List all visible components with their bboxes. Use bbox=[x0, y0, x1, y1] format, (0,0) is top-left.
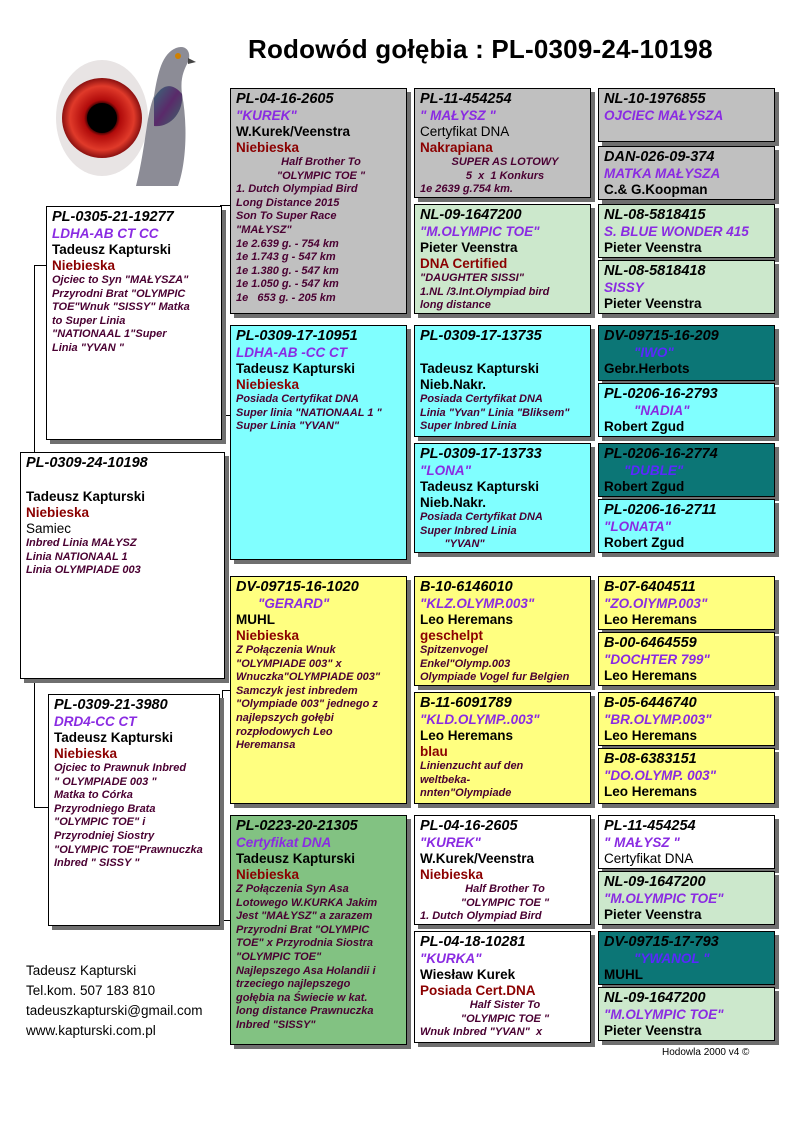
g4-box-2 bbox=[598, 146, 775, 200]
mfm-owner: Leo Heremans bbox=[420, 728, 514, 743]
g4-owner-2: C.& G.Koopman bbox=[604, 182, 708, 197]
g4-box-5 bbox=[598, 325, 775, 381]
g4-owner-14: Pieter Veenstra bbox=[604, 907, 702, 922]
mfm-description: Linienzucht auf den weltbeka- nnten"Olympiade bbox=[420, 760, 524, 800]
mmm-description-center: Half Sister To "OLYMPIC TOE " bbox=[460, 999, 550, 1025]
ff-nick: "KUREK" bbox=[236, 108, 297, 123]
mmf-color: Niebieska bbox=[420, 867, 484, 882]
g4-owner-12: Leo Heremans bbox=[604, 784, 698, 799]
g4-owner-11: Leo Heremans bbox=[604, 728, 698, 743]
g4-ring-8: PL-0206-16-2711 bbox=[604, 502, 717, 518]
g4-box-8 bbox=[598, 499, 775, 553]
mmf-ring: PL-04-16-2605 bbox=[420, 818, 518, 834]
fm-description: Posiada Certyfikat DNA Super linia "NATIONAAL 1 " Super Linia "YVAN" bbox=[236, 393, 382, 433]
mmm-description: Wnuk Inbred "YVAN" x bbox=[420, 1026, 543, 1039]
g4-nick-10: "DOCHTER 799" bbox=[604, 652, 710, 667]
ffm-nick: "M.OLYMPIC TOE" bbox=[420, 224, 540, 239]
ffm-ring: NL-09-1647200 bbox=[420, 207, 522, 223]
g4-box-6 bbox=[598, 383, 775, 437]
fmf-owner: Tadeusz Kapturski bbox=[420, 361, 540, 376]
ffm-color: DNA Certified bbox=[420, 256, 508, 271]
bird-box bbox=[20, 452, 225, 679]
mff-owner: Leo Heremans bbox=[420, 612, 514, 627]
father-nick: LDHA-AB CT CC bbox=[52, 226, 159, 241]
fmf-box bbox=[414, 325, 591, 437]
page-title: Rodowód gołębia : PL-0309-24-10198 bbox=[248, 34, 713, 64]
g4-nick-2: MATKA MAŁYSZA bbox=[604, 166, 721, 181]
mf-ring: DV-09715-16-1020 bbox=[236, 579, 359, 595]
g4-ring-16: NL-09-1647200 bbox=[604, 990, 706, 1006]
mmm-ring: PL-04-18-10281 bbox=[420, 934, 526, 950]
mf-description: Z Połączenia Wnuk "OLYMPIADE 003" x Wnuczka"OLYMPIADE 003" Samczyk jest inbredem "Olympiade 003" jednego z najlepszych gołębi rozpłodowych Leo Heremansa bbox=[236, 644, 381, 752]
mm-ring: PL-0223-20-21305 bbox=[236, 818, 358, 834]
fmf-color: Nieb.Nakr. bbox=[420, 377, 487, 392]
fmm-color: Nieb.Nakr. bbox=[420, 495, 487, 510]
mother-box bbox=[48, 694, 220, 926]
g4-nick-3: S. BLUE WONDER 415 bbox=[604, 224, 749, 239]
g4-owner-10: Leo Heremans bbox=[604, 668, 698, 683]
fff-ring: PL-11-454254 bbox=[420, 91, 512, 107]
fmm-box bbox=[414, 443, 591, 553]
g4-ring-6: PL-0206-16-2793 bbox=[604, 386, 718, 402]
contact-email[interactable]: tadeuszkapturski@gmail.com bbox=[26, 1003, 203, 1018]
mm-description: Z Połączenia Syn Asa Lotowego W.KURKA Jakim Jest "MAŁYSZ" a zarazem Przyrodni Brat "OLYMPIC TOE" x Przyrodnia Siostra "OLYMPIC TOE" Najlepszego Asa Holandii i trzeciego najlepszego gołębia na Świecie w kat. long distance Prawnuczka Inbred "SISSY" bbox=[236, 883, 378, 1031]
contact-phone: Tel.kom. 507 183 810 bbox=[26, 983, 156, 998]
g4-ring-1: NL-10-1976855 bbox=[604, 91, 706, 107]
contact-website[interactable]: www.kapturski.com.pl bbox=[26, 1023, 156, 1038]
mmf-box bbox=[414, 815, 591, 925]
mff-box bbox=[414, 576, 591, 686]
g4-owner-9: Leo Heremans bbox=[604, 612, 698, 627]
g4-nick-6: "NADIA" bbox=[634, 403, 690, 418]
mff-color: geschelpt bbox=[420, 628, 484, 643]
fm-nick: LDHA-AB -CC CT bbox=[236, 345, 347, 360]
mother-nick: DRD4-CC CT bbox=[54, 714, 137, 729]
bird-ring: PL-0309-24-10198 bbox=[26, 455, 148, 471]
ff-description-center: Half Brother To "OLYMPIC TOE " bbox=[276, 156, 366, 182]
father-description: Ojciec to Syn "MAŁYSZA" Przyrodni Brat "OLYMPIC TOE"Wnuk "SISSY" Matka to Super Linia "NATIONAAL 1"Super Linia "YVAN " bbox=[52, 274, 190, 354]
bird-owner: Tadeusz Kapturski bbox=[26, 489, 146, 504]
ffm-owner: Pieter Veenstra bbox=[420, 240, 518, 255]
mm-owner: Tadeusz Kapturski bbox=[236, 851, 356, 866]
fm-box bbox=[230, 325, 407, 560]
g4-owner-13: Certyfikat DNA bbox=[604, 851, 694, 866]
g4-nick-13: " MAŁYSZ " bbox=[604, 835, 680, 850]
g4-owner-4: Pieter Veenstra bbox=[604, 296, 702, 311]
mf-box bbox=[230, 576, 407, 804]
mm-box bbox=[230, 815, 407, 1045]
g4-owner-15: MUHL bbox=[604, 967, 643, 982]
mmf-owner: W.Kurek/Veenstra bbox=[420, 851, 535, 866]
contact-name: Tadeusz Kapturski bbox=[26, 963, 137, 978]
fmm-description: Posiada Certyfikat DNA Super Inbred Linia "YVAN" bbox=[420, 511, 543, 551]
father-box bbox=[46, 206, 222, 440]
ff-description: 1. Dutch Olympiad Bird Long Distance 2015 Son To Super Race "MAŁYSZ" 1e 2.639 g. - 754 km 1e 1.743 g - 547 km 1e 1.380 g. - 547 km 1e 1.050 g. - 547 km 1e 653 g. - 205 km bbox=[236, 183, 358, 304]
ff-color: Niebieska bbox=[236, 140, 300, 155]
mmf-description: 1. Dutch Olympiad Bird bbox=[420, 910, 542, 923]
g4-owner-16: Pieter Veenstra bbox=[604, 1023, 702, 1038]
g4-ring-4: NL-08-5818418 bbox=[604, 263, 706, 279]
g4-ring-13: PL-11-454254 bbox=[604, 818, 696, 834]
mm-color: Niebieska bbox=[236, 867, 300, 882]
mf-owner: MUHL bbox=[236, 612, 275, 627]
fff-owner: Certyfikat DNA bbox=[420, 124, 510, 139]
g4-box-7 bbox=[598, 443, 775, 497]
ff-owner: W.Kurek/Veenstra bbox=[236, 124, 351, 139]
g4-nick-11: "BR.OLYMP.003" bbox=[604, 712, 712, 727]
mmm-box bbox=[414, 931, 591, 1043]
g4-owner-6: Robert Zgud bbox=[604, 419, 685, 434]
father-color: Niebieska bbox=[52, 258, 116, 273]
fff-extra: 1e 2639 g.754 km. bbox=[420, 183, 513, 196]
g4-box-14 bbox=[598, 871, 775, 925]
pigeon-eye-logo-icon bbox=[50, 36, 196, 188]
g4-box-4 bbox=[598, 260, 775, 314]
g4-nick-14: "M.OLYMPIC TOE" bbox=[604, 891, 724, 906]
fff-description: SUPER AS LOTOWY 5 x 1 Konkurs bbox=[451, 156, 559, 182]
mfm-color: blau bbox=[420, 744, 448, 759]
fmm-nick: "LONA" bbox=[420, 463, 472, 478]
fmm-ring: PL-0309-17-13733 bbox=[420, 446, 542, 462]
g4-nick-15: "YWANOL " bbox=[634, 951, 710, 966]
mmf-description-center: Half Brother To "OLYMPIC TOE " bbox=[460, 883, 550, 909]
fm-color: Niebieska bbox=[236, 377, 300, 392]
father-ring: PL-0305-21-19277 bbox=[52, 209, 174, 225]
g4-owner-7: Robert Zgud bbox=[604, 479, 685, 494]
ffm-description: "DAUGHTER SISSI" 1.NL /3.Int.Olympiad bird long distance bbox=[420, 272, 550, 312]
fm-ring: PL-0309-17-10951 bbox=[236, 328, 358, 344]
ff-ring: PL-04-16-2605 bbox=[236, 91, 334, 107]
g4-box-1 bbox=[598, 88, 775, 142]
g4-nick-12: "DO.OLYMP. 003" bbox=[604, 768, 717, 783]
mother-owner: Tadeusz Kapturski bbox=[54, 730, 174, 745]
fff-color: Nakrapiana bbox=[420, 140, 493, 155]
g4-ring-3: NL-08-5818415 bbox=[604, 207, 706, 223]
bird-color: Niebieska bbox=[26, 505, 90, 520]
g4-ring-12: B-08-6383151 bbox=[604, 751, 697, 767]
g4-ring-10: B-00-6464559 bbox=[604, 635, 697, 651]
g4-nick-7: "DUBLE" bbox=[624, 463, 684, 478]
g4-nick-8: "LONATA" bbox=[604, 519, 672, 534]
fmf-ring: PL-0309-17-13735 bbox=[420, 328, 542, 344]
contact-block bbox=[26, 961, 203, 1041]
g4-ring-15: DV-09715-17-793 bbox=[604, 934, 719, 950]
fff-box bbox=[414, 88, 591, 198]
fmf-description: Posiada Certyfikat DNA Linia "Yvan" Linia "Bliksem" Super Inbred Linia bbox=[420, 393, 570, 433]
bird-description: Inbred Linia MAŁYSZ Linia NATIONAAL 1 Linia OLYMPIADE 003 bbox=[26, 537, 141, 577]
g4-nick-5: "IWO" bbox=[634, 345, 674, 360]
g4-owner-8: Robert Zgud bbox=[604, 535, 685, 550]
father-owner: Tadeusz Kapturski bbox=[52, 242, 172, 257]
fm-owner: Tadeusz Kapturski bbox=[236, 361, 356, 376]
g4-box-15 bbox=[598, 931, 775, 985]
g4-ring-9: B-07-6404511 bbox=[604, 579, 696, 595]
g4-ring-7: PL-0206-16-2774 bbox=[604, 446, 718, 462]
g4-box-3 bbox=[598, 204, 775, 258]
g4-box-11 bbox=[598, 692, 775, 746]
g4-box-9 bbox=[598, 576, 775, 630]
mmf-nick: "KUREK" bbox=[420, 835, 481, 850]
footer-note: Hodowla 2000 v4 © bbox=[662, 1047, 750, 1058]
mfm-box bbox=[414, 692, 591, 804]
mother-description: Ojciec to Prawnuk Inbred " OLYMPIADE 003 " Matka to Córka Przyrodniego Brata "OLYMPIC TOE" i Przyrodniej Siostry "OLYMPIC TOE"Prawnuczka Inbred " SISSY " bbox=[54, 762, 203, 870]
g4-owner-3: Pieter Veenstra bbox=[604, 240, 702, 255]
g4-nick-4: SISSY bbox=[604, 280, 644, 295]
g4-owner-5: Gebr.Herbots bbox=[604, 361, 690, 376]
mfm-nick: "KLD.OLYMP..003" bbox=[420, 712, 540, 727]
bird-sex: Samiec bbox=[26, 521, 72, 536]
mm-nick: Certyfikat DNA bbox=[236, 835, 332, 850]
g4-box-13 bbox=[598, 815, 775, 869]
mmm-nick: "KURKA" bbox=[420, 951, 482, 966]
g4-ring-5: DV-09715-16-209 bbox=[604, 328, 719, 344]
g4-box-12 bbox=[598, 748, 775, 804]
g4-nick-1: OJCIEC MAŁYSZA bbox=[604, 108, 724, 123]
g4-nick-16: "M.OLYMPIC TOE" bbox=[604, 1007, 724, 1022]
ffm-box bbox=[414, 204, 591, 314]
g4-box-16 bbox=[598, 987, 775, 1041]
g4-box-10 bbox=[598, 632, 775, 686]
mff-nick: "KLZ.OLYMP.003" bbox=[420, 596, 535, 611]
fff-nick: " MAŁYSZ " bbox=[420, 108, 496, 123]
mf-nick: "GERARD" bbox=[258, 596, 330, 611]
mother-color: Niebieska bbox=[54, 746, 118, 761]
g4-ring-14: NL-09-1647200 bbox=[604, 874, 706, 890]
mmm-owner: Wiesław Kurek bbox=[420, 967, 516, 982]
mff-description: Spitzenvogel Enkel"Olymp.003 Olympiade Vogel fur Belgien bbox=[420, 644, 570, 684]
g4-ring-11: B-05-6446740 bbox=[604, 695, 697, 711]
fmm-owner: Tadeusz Kapturski bbox=[420, 479, 540, 494]
ff-box bbox=[230, 88, 407, 314]
mf-color: Niebieska bbox=[236, 628, 300, 643]
g4-ring-2: DAN-026-09-374 bbox=[604, 149, 715, 165]
g4-nick-9: "ZO.OlYMP.003" bbox=[604, 596, 708, 611]
mother-ring: PL-0309-21-3980 bbox=[54, 697, 168, 713]
mff-ring: B-10-6146010 bbox=[420, 579, 513, 595]
mfm-ring: B-11-6091789 bbox=[420, 695, 512, 711]
mmm-color: Posiada Cert.DNA bbox=[420, 983, 536, 998]
